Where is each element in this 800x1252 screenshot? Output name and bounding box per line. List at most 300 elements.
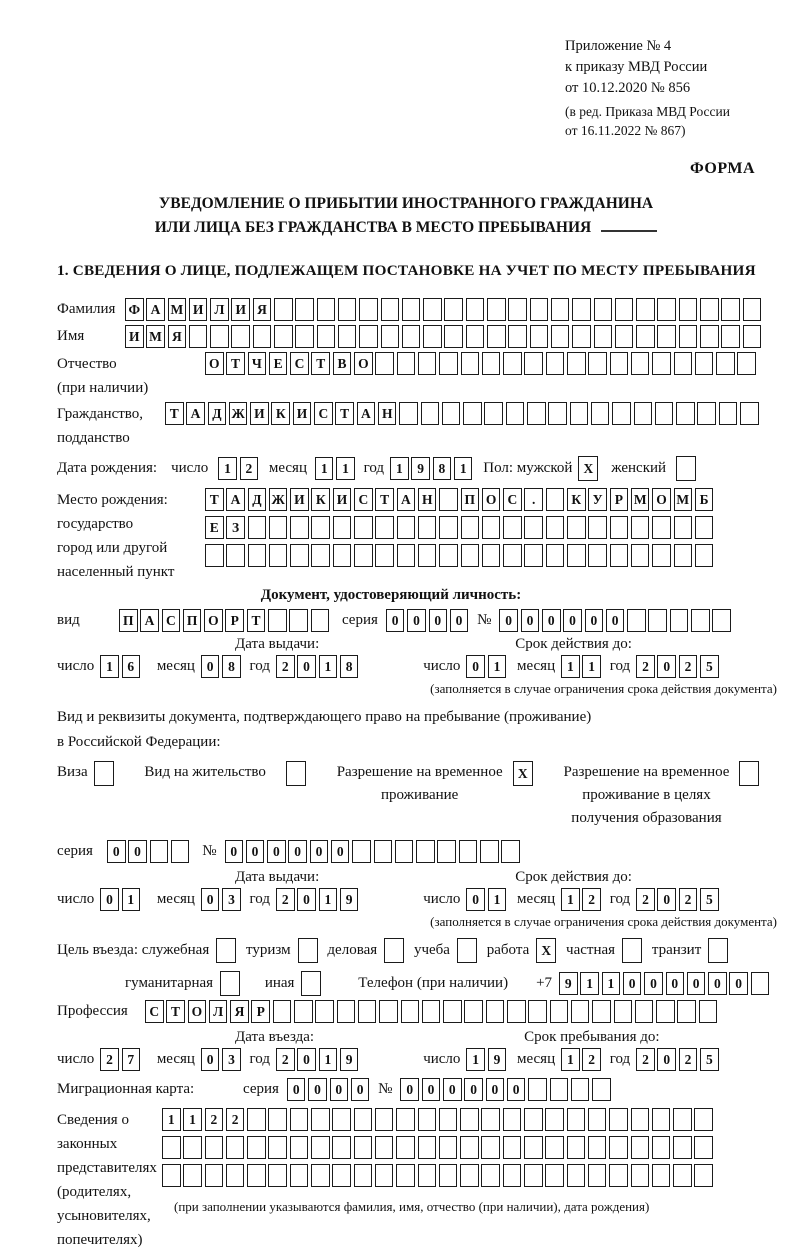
char-cell[interactable] [482,516,501,539]
char-cell[interactable] [317,325,336,348]
char-cell[interactable]: 1 [561,655,580,678]
char-cell[interactable] [337,1000,356,1023]
char-cell[interactable]: М [631,488,650,511]
char-cell[interactable] [247,1164,266,1187]
char-cell[interactable]: 2 [636,888,655,911]
char-cell[interactable] [507,1000,526,1023]
char-cell[interactable] [463,402,482,425]
char-cell[interactable] [460,1164,479,1187]
char-cell[interactable]: 2 [226,1108,245,1131]
char-cell[interactable]: Т [226,352,245,375]
char-cell[interactable]: 0 [606,609,625,632]
char-cell[interactable] [545,1136,564,1159]
char-cell[interactable]: 0 [297,888,316,911]
char-cell[interactable] [524,352,543,375]
checkbox-cell[interactable] [739,761,759,786]
char-cell[interactable]: 1 [319,655,338,678]
char-cell[interactable]: О [188,1000,207,1023]
char-cell[interactable]: 0 [386,609,405,632]
checkbox-cell[interactable] [94,761,114,786]
char-cell[interactable]: С [290,352,309,375]
char-cell[interactable] [210,325,229,348]
char-cell[interactable] [673,1108,692,1131]
char-cell[interactable]: 2 [240,457,259,480]
char-cell[interactable] [311,1136,330,1159]
char-cell[interactable] [421,402,440,425]
char-cell[interactable] [546,544,565,567]
char-cell[interactable]: 0 [507,1078,526,1101]
char-cell[interactable] [648,609,667,632]
char-cell[interactable]: А [146,298,165,321]
char-cell[interactable] [655,402,674,425]
char-cell[interactable] [268,609,287,632]
char-cell[interactable] [588,352,607,375]
char-cell[interactable] [480,840,499,863]
checkbox-cell[interactable]: X [513,761,533,786]
char-cell[interactable]: 1 [466,1048,485,1071]
char-cell[interactable] [588,1136,607,1159]
char-cell[interactable]: 2 [276,655,295,678]
char-cell[interactable]: Р [251,1000,270,1023]
char-cell[interactable] [269,544,288,567]
char-cell[interactable] [460,1136,479,1159]
char-cell[interactable] [423,325,442,348]
char-cell[interactable] [482,544,501,567]
checkbox-cell[interactable] [298,938,318,963]
char-cell[interactable] [311,1164,330,1187]
char-cell[interactable]: Ж [229,402,248,425]
char-cell[interactable]: С [162,609,181,632]
char-cell[interactable]: Б [695,488,714,511]
char-cell[interactable] [634,402,653,425]
char-cell[interactable]: Т [165,402,184,425]
char-cell[interactable]: Р [610,488,629,511]
char-cell[interactable]: 3 [222,1048,241,1071]
char-cell[interactable]: К [567,488,586,511]
char-cell[interactable] [247,1136,266,1159]
char-cell[interactable] [443,1000,462,1023]
checkbox-cell[interactable] [216,938,236,963]
char-cell[interactable]: 8 [433,457,452,480]
char-cell[interactable]: 1 [100,655,119,678]
char-cell[interactable] [311,1108,330,1131]
char-cell[interactable] [591,402,610,425]
char-cell[interactable] [290,1164,309,1187]
char-cell[interactable] [481,1164,500,1187]
char-cell[interactable]: 0 [351,1078,370,1101]
char-cell[interactable]: 0 [466,888,485,911]
char-cell[interactable]: И [189,298,208,321]
char-cell[interactable] [481,1108,500,1131]
char-cell[interactable] [311,609,330,632]
char-cell[interactable]: 1 [390,457,409,480]
char-cell[interactable] [397,516,416,539]
char-cell[interactable] [716,352,735,375]
char-cell[interactable]: 0 [287,1078,306,1101]
char-cell[interactable] [615,298,634,321]
char-cell[interactable] [358,1000,377,1023]
char-cell[interactable] [374,840,393,863]
char-cell[interactable] [631,352,650,375]
char-cell[interactable]: 0 [708,972,727,995]
char-cell[interactable] [268,1164,287,1187]
char-cell[interactable]: 0 [429,609,448,632]
char-cell[interactable] [248,544,267,567]
char-cell[interactable]: 2 [276,1048,295,1071]
char-cell[interactable]: 0 [666,972,685,995]
char-cell[interactable] [422,1000,441,1023]
char-cell[interactable] [354,1164,373,1187]
char-cell[interactable] [699,1000,718,1023]
char-cell[interactable] [588,1108,607,1131]
char-cell[interactable] [652,1136,671,1159]
char-cell[interactable] [290,544,309,567]
char-cell[interactable] [631,1136,650,1159]
char-cell[interactable]: 0 [331,840,350,863]
char-cell[interactable]: М [146,325,165,348]
char-cell[interactable] [631,544,650,567]
char-cell[interactable]: 1 [582,655,601,678]
char-cell[interactable] [439,352,458,375]
char-cell[interactable] [594,325,613,348]
char-cell[interactable] [679,325,698,348]
char-cell[interactable] [418,1136,437,1159]
char-cell[interactable] [439,1164,458,1187]
char-cell[interactable] [332,1136,351,1159]
char-cell[interactable] [691,609,710,632]
char-cell[interactable] [592,1078,611,1101]
char-cell[interactable] [396,1164,415,1187]
char-cell[interactable] [205,544,224,567]
char-cell[interactable] [679,298,698,321]
char-cell[interactable] [508,298,527,321]
char-cell[interactable]: Р [225,609,244,632]
char-cell[interactable] [588,544,607,567]
char-cell[interactable]: 9 [488,1048,507,1071]
char-cell[interactable] [290,1136,309,1159]
char-cell[interactable]: 0 [450,609,469,632]
char-cell[interactable] [332,1108,351,1131]
char-cell[interactable]: 0 [201,655,220,678]
char-cell[interactable] [381,325,400,348]
char-cell[interactable] [375,544,394,567]
char-cell[interactable] [397,544,416,567]
char-cell[interactable] [700,298,719,321]
char-cell[interactable] [317,298,336,321]
char-cell[interactable]: 9 [340,888,359,911]
char-cell[interactable] [652,352,671,375]
checkbox-cell[interactable] [622,938,642,963]
char-cell[interactable] [652,544,671,567]
char-cell[interactable] [674,516,693,539]
char-cell[interactable] [657,298,676,321]
char-cell[interactable]: 0 [521,609,540,632]
char-cell[interactable] [399,402,418,425]
char-cell[interactable] [631,516,650,539]
char-cell[interactable]: 2 [679,888,698,911]
char-cell[interactable] [381,298,400,321]
char-cell[interactable]: П [461,488,480,511]
char-cell[interactable] [183,1136,202,1159]
checkbox-cell[interactable] [384,938,404,963]
char-cell[interactable]: О [205,352,224,375]
char-cell[interactable] [289,609,308,632]
char-cell[interactable]: 3 [222,888,241,911]
char-cell[interactable] [333,544,352,567]
char-cell[interactable] [546,516,565,539]
char-cell[interactable] [333,516,352,539]
checkbox-cell[interactable] [301,971,321,996]
char-cell[interactable] [694,1164,713,1187]
char-cell[interactable] [268,1136,287,1159]
char-cell[interactable] [503,516,522,539]
char-cell[interactable] [548,402,567,425]
char-cell[interactable] [379,1000,398,1023]
char-cell[interactable]: 2 [679,655,698,678]
char-cell[interactable] [461,516,480,539]
checkbox-cell[interactable] [220,971,240,996]
char-cell[interactable]: Ж [269,488,288,511]
char-cell[interactable]: 1 [580,972,599,995]
char-cell[interactable]: 0 [499,609,518,632]
char-cell[interactable] [466,325,485,348]
char-cell[interactable]: С [314,402,333,425]
char-cell[interactable]: 0 [225,840,244,863]
char-cell[interactable]: 1 [319,1048,338,1071]
char-cell[interactable] [315,1000,334,1023]
char-cell[interactable]: 8 [222,655,241,678]
char-cell[interactable]: 0 [657,888,676,911]
char-cell[interactable]: 5 [700,1048,719,1071]
char-cell[interactable] [503,1164,522,1187]
char-cell[interactable] [550,1000,569,1023]
char-cell[interactable] [527,402,546,425]
char-cell[interactable] [567,352,586,375]
char-cell[interactable] [740,402,759,425]
char-cell[interactable]: П [183,609,202,632]
char-cell[interactable] [609,1164,628,1187]
char-cell[interactable] [614,1000,633,1023]
char-cell[interactable] [359,325,378,348]
char-cell[interactable] [528,1000,547,1023]
char-cell[interactable] [588,1164,607,1187]
char-cell[interactable] [631,1164,650,1187]
char-cell[interactable] [484,402,503,425]
char-cell[interactable]: 2 [582,888,601,911]
char-cell[interactable] [401,1000,420,1023]
char-cell[interactable] [721,298,740,321]
char-cell[interactable]: 9 [411,457,430,480]
char-cell[interactable]: И [125,325,144,348]
char-cell[interactable] [375,1108,394,1131]
char-cell[interactable]: . [524,488,543,511]
char-cell[interactable] [418,516,437,539]
char-cell[interactable]: А [226,488,245,511]
char-cell[interactable] [459,840,478,863]
char-cell[interactable] [503,1108,522,1131]
char-cell[interactable] [418,1108,437,1131]
char-cell[interactable] [375,352,394,375]
char-cell[interactable]: 9 [559,972,578,995]
char-cell[interactable] [592,1000,611,1023]
char-cell[interactable] [567,1164,586,1187]
char-cell[interactable] [737,352,756,375]
char-cell[interactable] [570,402,589,425]
char-cell[interactable]: 0 [657,1048,676,1071]
char-cell[interactable]: 1 [122,888,141,911]
char-cell[interactable] [594,298,613,321]
char-cell[interactable] [551,298,570,321]
char-cell[interactable]: 0 [422,1078,441,1101]
char-cell[interactable] [567,516,586,539]
char-cell[interactable]: О [652,488,671,511]
char-cell[interactable] [627,609,646,632]
char-cell[interactable]: 5 [700,888,719,911]
char-cell[interactable]: 1 [488,888,507,911]
char-cell[interactable] [464,1000,483,1023]
char-cell[interactable]: С [503,488,522,511]
char-cell[interactable]: 0 [542,609,561,632]
char-cell[interactable] [567,1136,586,1159]
char-cell[interactable]: Т [166,1000,185,1023]
char-cell[interactable]: 0 [729,972,748,995]
char-cell[interactable] [676,402,695,425]
char-cell[interactable] [418,544,437,567]
char-cell[interactable] [743,325,762,348]
char-cell[interactable] [503,352,522,375]
char-cell[interactable]: П [119,609,138,632]
char-cell[interactable] [274,298,293,321]
char-cell[interactable]: 0 [644,972,663,995]
char-cell[interactable]: Я [168,325,187,348]
char-cell[interactable] [183,1164,202,1187]
char-cell[interactable]: Т [247,609,266,632]
char-cell[interactable]: 2 [205,1108,224,1131]
char-cell[interactable] [610,516,629,539]
char-cell[interactable]: 0 [310,840,329,863]
char-cell[interactable] [481,1136,500,1159]
char-cell[interactable]: 1 [315,457,334,480]
char-cell[interactable] [506,402,525,425]
char-cell[interactable]: 5 [700,655,719,678]
char-cell[interactable] [247,1108,266,1131]
char-cell[interactable]: 0 [297,1048,316,1071]
char-cell[interactable]: 1 [602,972,621,995]
char-cell[interactable] [352,840,371,863]
char-cell[interactable] [162,1136,181,1159]
char-cell[interactable]: 0 [246,840,265,863]
char-cell[interactable]: К [271,402,290,425]
char-cell[interactable] [615,325,634,348]
char-cell[interactable] [396,1136,415,1159]
char-cell[interactable]: Т [375,488,394,511]
char-cell[interactable] [546,352,565,375]
char-cell[interactable] [205,1164,224,1187]
char-cell[interactable]: Т [205,488,224,511]
char-cell[interactable] [311,516,330,539]
char-cell[interactable]: М [674,488,693,511]
char-cell[interactable] [546,488,565,511]
char-cell[interactable]: И [290,488,309,511]
char-cell[interactable] [418,1164,437,1187]
char-cell[interactable]: 0 [657,655,676,678]
char-cell[interactable]: 1 [162,1108,181,1131]
char-cell[interactable] [482,352,501,375]
char-cell[interactable] [503,1136,522,1159]
char-cell[interactable] [612,402,631,425]
char-cell[interactable] [395,840,414,863]
char-cell[interactable] [402,325,421,348]
char-cell[interactable] [332,1164,351,1187]
char-cell[interactable]: И [293,402,312,425]
char-cell[interactable] [524,1164,543,1187]
char-cell[interactable] [524,544,543,567]
char-cell[interactable]: Н [378,402,397,425]
char-cell[interactable]: И [333,488,352,511]
char-cell[interactable]: К [311,488,330,511]
char-cell[interactable] [461,352,480,375]
char-cell[interactable]: 0 [201,1048,220,1071]
char-cell[interactable] [631,1108,650,1131]
checkbox-cell[interactable] [457,938,477,963]
char-cell[interactable]: 0 [400,1078,419,1101]
char-cell[interactable] [437,840,456,863]
char-cell[interactable] [588,516,607,539]
char-cell[interactable]: 1 [488,655,507,678]
char-cell[interactable] [528,1078,547,1101]
char-cell[interactable] [273,1000,292,1023]
char-cell[interactable]: Я [253,298,272,321]
char-cell[interactable] [712,609,731,632]
char-cell[interactable]: Л [210,298,229,321]
char-cell[interactable] [311,544,330,567]
char-cell[interactable] [439,1108,458,1131]
char-cell[interactable] [697,402,716,425]
char-cell[interactable] [444,325,463,348]
char-cell[interactable] [695,352,714,375]
char-cell[interactable]: 2 [100,1048,119,1071]
checkbox-cell[interactable]: X [536,938,556,963]
char-cell[interactable]: 0 [297,655,316,678]
char-cell[interactable]: 0 [585,609,604,632]
char-cell[interactable] [295,298,314,321]
char-cell[interactable] [354,1136,373,1159]
char-cell[interactable]: И [250,402,269,425]
char-cell[interactable] [274,325,293,348]
char-cell[interactable] [418,352,437,375]
char-cell[interactable] [397,352,416,375]
char-cell[interactable] [567,544,586,567]
char-cell[interactable] [295,325,314,348]
char-cell[interactable]: 1 [561,888,580,911]
char-cell[interactable] [743,298,762,321]
char-cell[interactable] [572,325,591,348]
char-cell[interactable]: 0 [107,840,126,863]
char-cell[interactable] [460,1108,479,1131]
char-cell[interactable] [294,1000,313,1023]
char-cell[interactable] [396,1108,415,1131]
char-cell[interactable] [231,325,250,348]
char-cell[interactable]: 2 [679,1048,698,1071]
char-cell[interactable] [571,1000,590,1023]
char-cell[interactable] [150,840,169,863]
char-cell[interactable] [636,325,655,348]
char-cell[interactable] [551,325,570,348]
char-cell[interactable]: О [354,352,373,375]
char-cell[interactable] [673,1136,692,1159]
char-cell[interactable] [439,544,458,567]
char-cell[interactable] [524,1108,543,1131]
